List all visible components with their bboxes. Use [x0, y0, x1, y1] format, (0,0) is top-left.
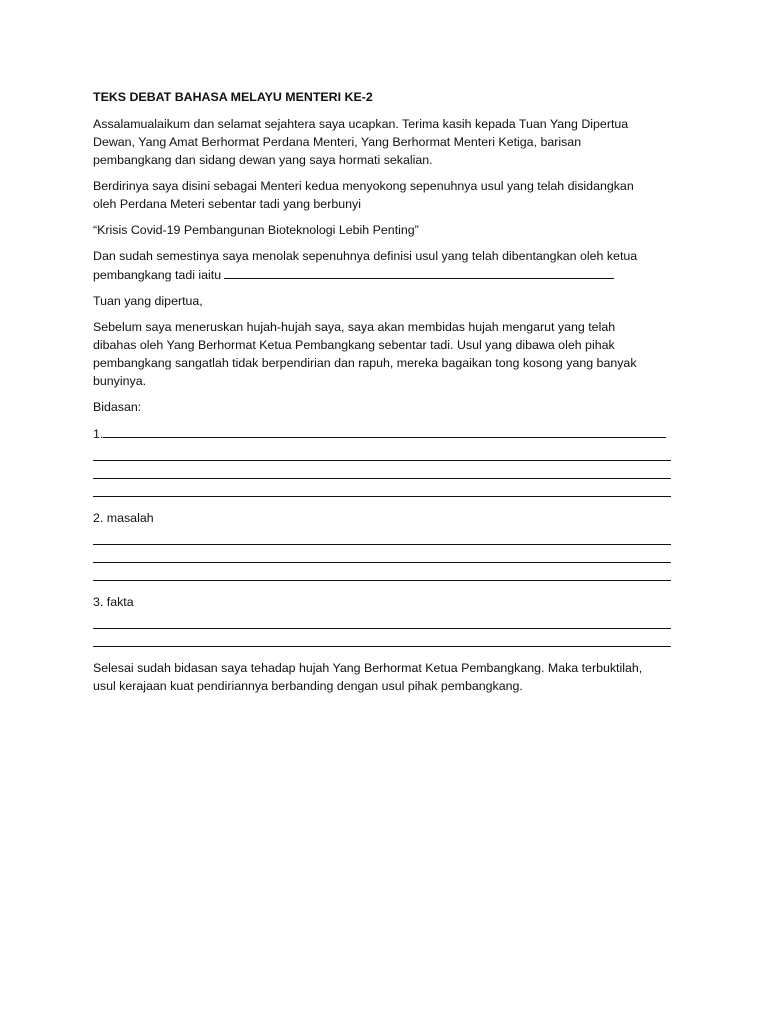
definition-line-2 [93, 265, 728, 284]
point-1-blank-line-0 [103, 424, 666, 438]
point-1-section [93, 424, 728, 497]
address-line: Tuan yang dipertua, [93, 294, 203, 308]
document-title: TEKS DEBAT BAHASA MELAYU MENTERI KE-2 [93, 90, 373, 104]
point-1-label: 1. [93, 427, 104, 441]
point-1-blank-line-3 [93, 479, 671, 497]
closing-line-1: Selesai sudah bidasan saya tehadap hujah Yang Berhormat Ketua Pembangkang. Maka terbuktilah, [93, 661, 643, 675]
point-3-blank-line-2 [93, 629, 671, 647]
rebuttal-line-1: Sebelum saya meneruskan hujah-hujah saya, saya akan membidas hujah mengarut yang telah [93, 320, 616, 334]
bidasan-label: Bidasan: [93, 400, 142, 414]
point-3-label: 3. fakta [93, 595, 134, 609]
point-2-blank-line-1 [93, 527, 671, 545]
point-2-blank-line-3 [93, 563, 671, 581]
intro-paragraph [93, 115, 728, 169]
motion-quote: “Krisis Covid-19 Pembangunan Bioteknologi Lebih Penting” [93, 223, 419, 237]
definition-line-1: Dan sudah semestinya saya menolak sepenuhnya definisi usul yang telah dibentangkan oleh ketua [93, 249, 638, 263]
intro-line-3: pembangkang dan sidang dewan yang saya hormati sekalian. [93, 153, 433, 167]
closing-line-2: usul kerajaan kuat pendiriannya berbanding dengan usul pihak pembangkang. [93, 679, 523, 693]
rebuttal-line-2: dibahas oleh Yang Berhormat Ketua Pembangkang sebentar tadi. Usul yang dibawa oleh pihak [93, 338, 615, 352]
definition-line-2-text: pembangkang tadi iaitu [93, 268, 222, 282]
point-3-section [93, 593, 728, 647]
support-line-2: oleh Perdana Meteri sebentar tadi yang berbunyi [93, 197, 361, 211]
support-paragraph [93, 177, 728, 213]
point-3-blank-line-1 [93, 611, 671, 629]
definition-blank [224, 265, 614, 279]
intro-line-1: Assalamualaikum dan selamat sejahtera saya ucapkan. Terima kasih kepada Tuan Yang Dipertua [93, 117, 629, 131]
definition-paragraph [93, 247, 728, 284]
point-2-section [93, 509, 728, 581]
rebuttal-intro-paragraph [93, 318, 728, 390]
closing-paragraph [93, 659, 728, 695]
point-1-head [93, 424, 728, 443]
point-1-blank-line-2 [93, 461, 671, 479]
rebuttal-line-4: bunyinya. [93, 374, 147, 388]
point-2-blank-line-2 [93, 545, 671, 563]
point-1-blank-line-1 [93, 443, 671, 461]
rebuttal-line-3: pembangkang sangatlah tidak berpendirian dan rapuh, mereka bagaikan tong kosong yang banyak [93, 356, 637, 370]
point-2-label: 2. masalah [93, 511, 154, 525]
support-line-1: Berdirinya saya disini sebagai Menteri kedua menyokong sepenuhnya usul yang telah disidangkan [93, 179, 634, 193]
intro-line-2: Dewan, Yang Amat Berhormat Perdana Menteri, Yang Berhormat Menteri Ketiga, barisan [93, 135, 582, 149]
